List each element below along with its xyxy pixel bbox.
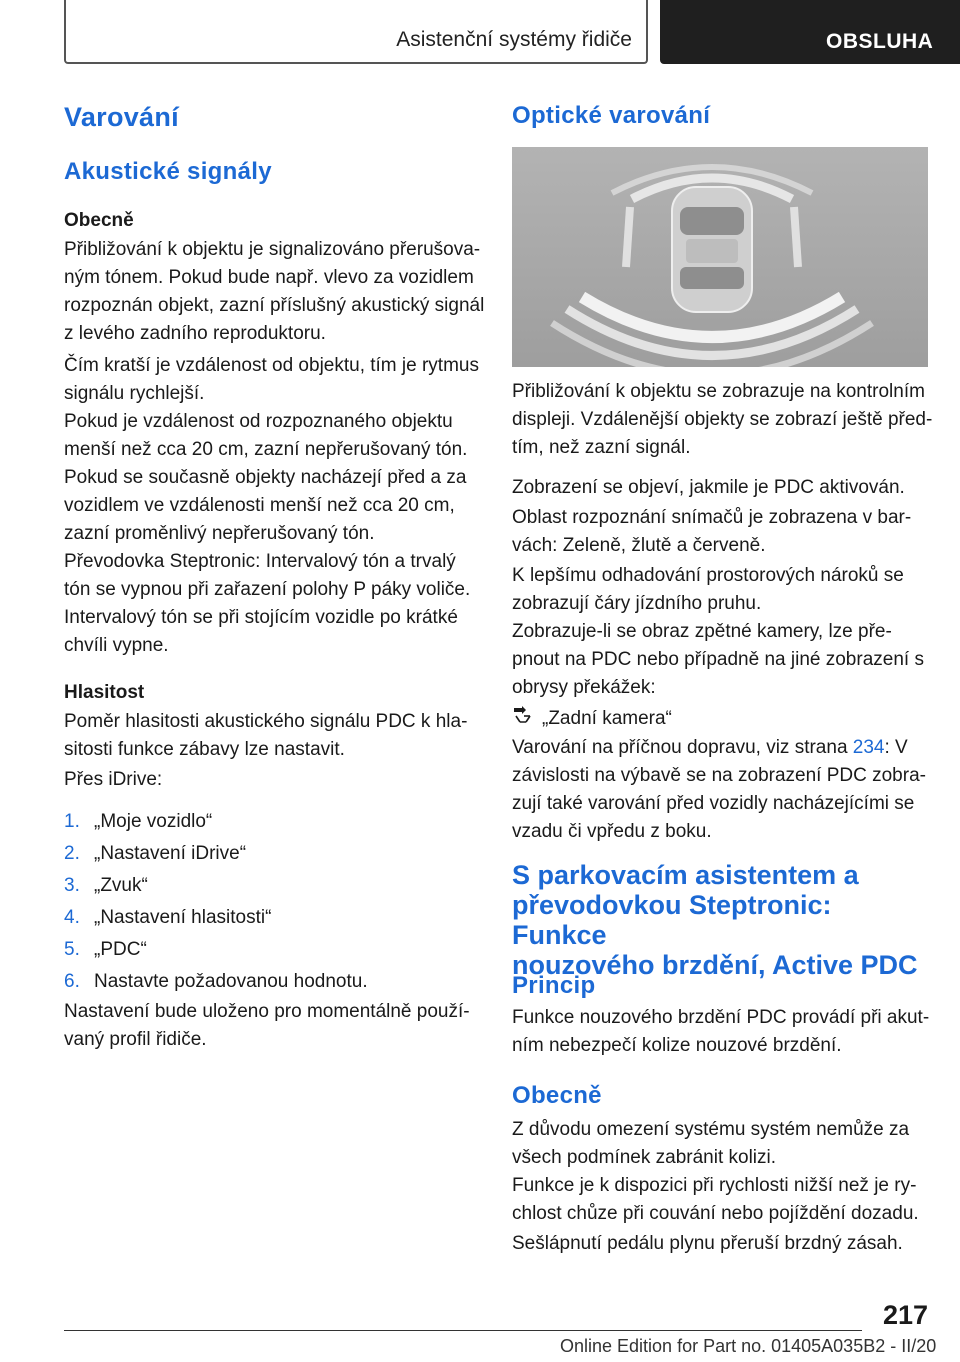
paragraph-front-rear: Pokud se současně objekty nacházejí před a za vozidlem ve vzdálenosti menší než cca 20 cm, zazní proměnlivý nepřerušovaný tón.	[64, 467, 467, 544]
heading-general-right: Obecně	[512, 1082, 602, 1109]
paragraph-emergency-braking: Funkce nouzového brzdění PDC provádí při akut- ním nebezpečí kolize nouzové brzdění.	[512, 1007, 930, 1056]
header-section-box	[64, 0, 648, 64]
paragraph-continuous-tone: Pokud je vzdálenost od rozpoznaného objektu menší než cca 20 cm, zazní nepřerušovaný tón.	[64, 411, 468, 460]
paragraph-detection-colors: Oblast rozpoznání snímačů je zobrazena v bar- vách: Zeleně, žlutě a červeně.	[512, 507, 912, 556]
header-section-title: Asistenční systémy řidiče	[396, 28, 632, 51]
page-number: 217	[882, 1300, 928, 1330]
paragraph-profile-saved: Nastavení bude uloženo pro momentálně použí- vaný profil řidiče.	[64, 1001, 470, 1050]
paragraph-throttle-interrupt: Sešlápnutí pedálu plynu přeruší brzdný zásah.	[512, 1233, 903, 1254]
paragraph-via-idrive: Přes iDrive:	[64, 769, 163, 790]
paragraph-optical-intro: Přibližování k objektu se zobrazuje na kontrolním displeji. Vzdálenější objekty se zobrazí ještě před- tím, než zazní signál.	[512, 381, 933, 458]
list-item-step-4: 4. „Nastavení hlasitosti“	[64, 907, 272, 928]
footer-rule	[64, 1330, 862, 1331]
heading-volume: Hlasitost	[64, 682, 145, 703]
paragraph-system-limits: Z důvodu omezení systému systém nemůže za všech podmínek zabránit kolizi.	[512, 1119, 910, 1168]
heading-acoustic-signals: Akustické signály	[64, 158, 272, 185]
list-item-step-2: 2. „Nastavení iDrive“	[64, 843, 247, 864]
paragraph-rear-camera: Zobrazuje-li se obraz zpětné kamery, lze pře- pnout na PDC nebo případně na jiné zobrazení s obrysy překážek:	[512, 621, 924, 698]
rear-camera-icon	[512, 704, 542, 733]
list-item-step-1: 1. „Moje vozidlo“	[64, 811, 213, 832]
paragraph-availability: Funkce je k dispozici při rychlosti nižší než je ry- chlost chůze při couvání nebo pojíždění dozadu.	[512, 1175, 919, 1224]
list-item-step-3: 3. „Zvuk“	[64, 875, 148, 896]
paragraph-acoustic-intro: Přibližování k objektu je signalizováno přerušova- ným tónem. Pokud bude např. vlevo za vozidlem rozpoznán objekt, zazní příslušný akustický signál z levého zadního reproduktoru.	[64, 239, 485, 344]
header-chapter-tab	[660, 0, 960, 64]
heading-warning: Varování	[64, 102, 179, 132]
list-item-step-6: 6. Nastavte požadovanou hodnotu.	[64, 971, 368, 992]
heading-parking-assistant: S parkovacím asistentem a převodovkou Steptronic: Funkce nouzového brzdění, Active PDC	[512, 860, 918, 980]
heading-general: Obecně	[64, 210, 134, 231]
page-link-234[interactable]: 234	[852, 737, 885, 758]
pdc-car-graphic	[512, 147, 928, 367]
paragraph-interval-tone: Intervalový tón se při stojícím vozidle po krátké chvíli vypne.	[64, 607, 458, 656]
paragraph-cross-traffic: Varování na příčnou dopravu, viz strana 234: V závislosti na výbavě se na zobrazení PDC zobra- zují také varování před vozidly nacházejícími se vzadu či vpředu z boku.	[512, 737, 926, 842]
heading-principle: Princip	[512, 972, 596, 999]
paragraph-steptronic: Převodovka Steptronic: Intervalový tón a trvalý tón se vypnou při zařazení polohy P páky voliče.	[64, 551, 471, 600]
paragraph-lane-lines: K lepšímu odhadování prostorových nároků se zobrazují čáry jízdního pruhu.	[512, 565, 904, 614]
paragraph-volume-ratio: Poměr hlasitosti akustického signálu PDC k hla- sitosti funkce zábavy lze nastavit.	[64, 711, 468, 760]
heading-optical-warning: Optické varování	[512, 102, 711, 129]
footer-edition: Online Edition for Part no. 01405A035B2 - II/20	[560, 1336, 937, 1356]
paragraph-display-appears: Zobrazení se objeví, jakmile je PDC aktivován.	[512, 477, 905, 498]
list-item-step-5: 5. „PDC“	[64, 939, 147, 960]
paragraph-rhythm: Čím kratší je vzdálenost od objektu, tím je rytmus signálu rychlejší.	[64, 355, 479, 404]
header-chapter-label: OBSLUHA	[826, 30, 934, 53]
rear-camera-item: „Zadní kamera“	[512, 704, 672, 733]
pdc-display-illustration	[512, 147, 928, 367]
